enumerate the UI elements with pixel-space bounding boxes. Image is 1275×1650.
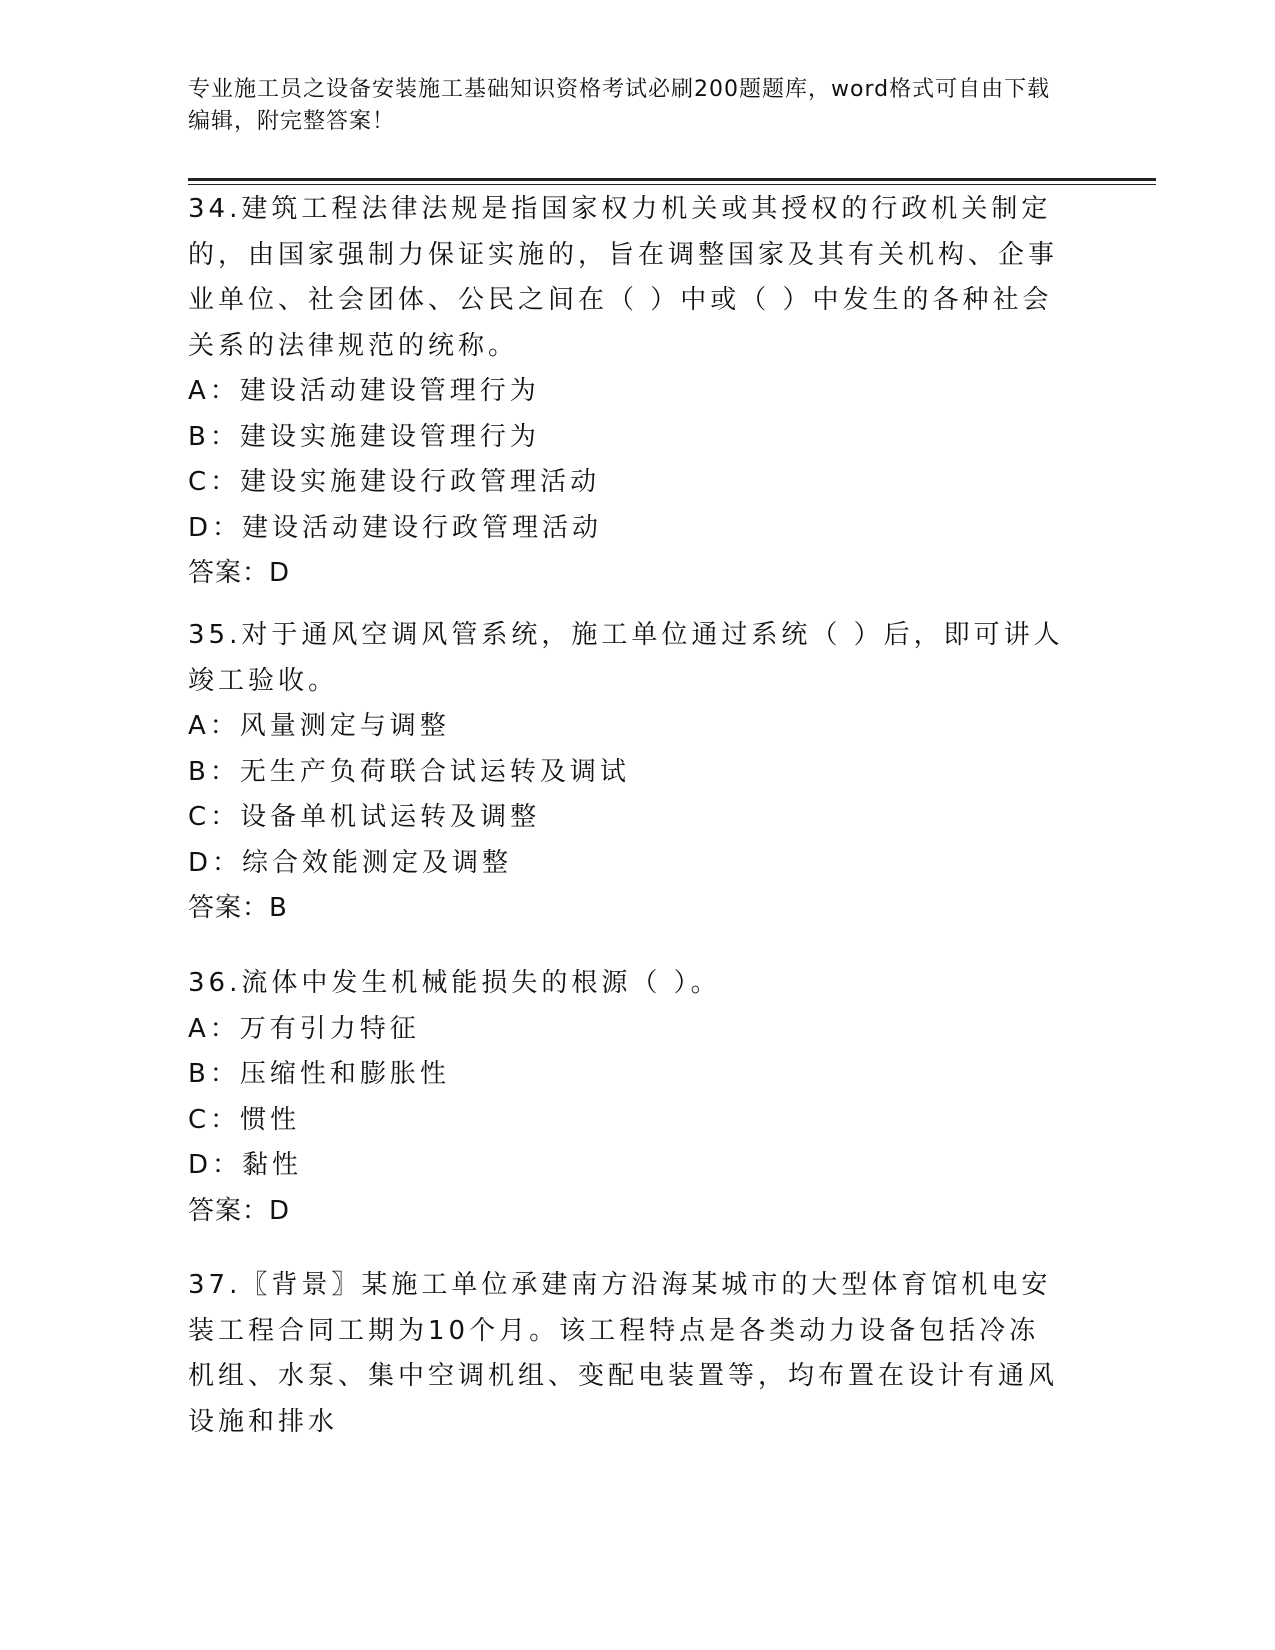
option-c: C：建设实施建设行政管理活动 [188,467,601,497]
header-rule-thick [188,178,1156,181]
option-d: D：建设活动建设行政管理活动 [188,512,603,543]
option-c: C：惯性 [188,1104,301,1135]
option-b: B：无生产负荷联合试运转及调试 [188,756,630,787]
option-a: A：风量测定与调整 [188,711,450,741]
header-rule-thin [188,184,1156,185]
question-37 [188,1263,1068,1445]
document-header: 专业施工员之设备安装施工基础知识资格考试必刷200题题库，word格式可自由下载编辑，附完整答案！ [188,77,1051,134]
answer: 答案：B [188,893,288,923]
question-34 [188,187,1068,597]
question-36 [188,961,1068,1234]
option-c: C：设备单机试运转及调整 [188,802,541,832]
option-d: D：综合效能测定及调整 [188,847,513,878]
option-a: A：万有引力特征 [188,1013,420,1044]
question-stem: 35.对于通风空调风管系统，施工单位通过系统（ ）后，即可讲人竣工验收。 [188,620,1064,696]
question-stem: 34.建筑工程法律法规是指国家权力机关或其授权的行政机关制定的，由国家强制力保证实施的，旨在调整国家及其有关机构、企事业单位、社会团体、公民之间在（ ）中或（ ）中发生的各种社会关系的法律规范的统称。 [188,194,1059,361]
question-35 [188,613,1068,932]
question-stem: 37.〖背景〗某施工单位承建南方沿海某城市的大型体育馆机电安装工程合同工期为10个月。该工程特点是各类动力设备包括冷冻机组、水泵、集中空调机组、变配电装置等，均布置在设计有通风设施和排水 [188,1270,1059,1437]
option-a: A：建设活动建设管理行为 [188,376,540,406]
option-d: D：黏性 [188,1150,303,1180]
option-b: B：压缩性和膨胀性 [188,1059,450,1089]
answer: 答案：D [188,1195,291,1226]
question-stem: 36.流体中发生机械能损失的根源（ ）。 [188,968,721,998]
answer: 答案：D [188,558,291,588]
option-b: B：建设实施建设管理行为 [188,421,540,452]
